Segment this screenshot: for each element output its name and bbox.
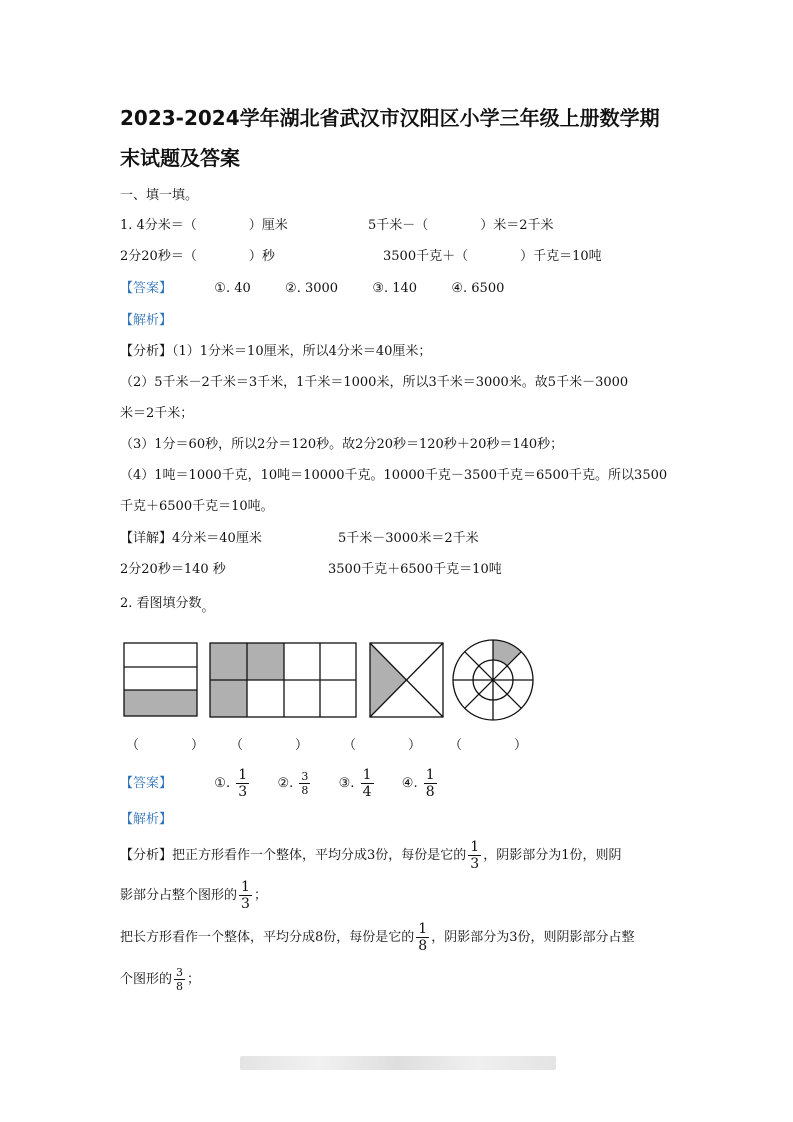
q2-analysis-2a: 影部分占整个图形的 xyxy=(120,888,238,903)
q2-answer-1-label: ①. xyxy=(214,776,231,791)
answer-tag: 【答案】 xyxy=(120,776,173,791)
q2-analysis-3b: ，阴影部分为3份，则阴影部分占整 xyxy=(431,930,635,945)
q1-analysis-4a: （4）1吨＝1000千克，10吨＝10000千克。10000千克－3500千克＝6500千克。所以3500 xyxy=(120,468,668,483)
q2-analysis-2b: ； xyxy=(253,888,267,903)
q1-row2-right: 3500千克＋（ ）千克＝10吨 xyxy=(383,249,602,264)
q1-analysis-2a: （2）5千米－2千米＝3千米，1千米＝1000米，所以3千米＝3000米。故5千米－3000 xyxy=(120,375,629,390)
detail-tag: 【详解】 xyxy=(120,531,173,546)
q2-answer-4-fraction: $\frac{1}{8}$ xyxy=(425,767,435,800)
q1-detail-1-text: 4分米＝40厘米 xyxy=(172,531,262,546)
q2-answer-2-fraction: $\frac{3}{8}$ xyxy=(301,770,309,797)
q1-answer-3: ③. 140 xyxy=(372,281,418,296)
q1-answer-4: ④. 6500 xyxy=(451,281,505,296)
figure-square-thirds xyxy=(124,643,197,716)
q2-analysis-1-fraction: $\frac{1}{3}$ xyxy=(470,839,480,872)
figure-square-quarters xyxy=(370,643,443,717)
q1-analysis-4b: 千克＋6500千克＝10吨。 xyxy=(120,499,274,514)
q2-analysis-1a: 把正方形看作一个整体，平均分成3份，每份是它的 xyxy=(172,848,467,863)
q1-detail-2-right: 3500千克＋6500千克＝10吨 xyxy=(328,562,502,577)
q2-blank-4[interactable]: （ ） xyxy=(449,738,528,753)
page-title-line2: 末试题及答案 xyxy=(120,146,240,170)
analysis-tag: 【解析】 xyxy=(120,313,173,328)
blurred-footer-watermark xyxy=(240,1056,556,1070)
figure-circle-eighths xyxy=(453,640,533,720)
figure-rectangle-eighths xyxy=(210,643,356,717)
q1-analysis-3: （3）1分＝60秒，所以2分＝120秒。故2分20秒＝120秒＋20秒＝140秒； xyxy=(120,437,564,452)
q2-answer-row xyxy=(120,764,439,804)
answer-tag: 【答案】 xyxy=(120,281,173,296)
q2-analysis-3-fraction: $\frac{1}{8}$ xyxy=(418,921,428,954)
q2-answer-2-label: ②. xyxy=(277,776,294,791)
q1-analysis-2b: 米＝2千米； xyxy=(120,406,194,421)
q2-analysis-1 xyxy=(120,836,622,876)
q1-row2-left: 2分20秒＝（ ）秒 xyxy=(120,249,275,264)
q2-answer-4-label: ④. xyxy=(401,776,418,791)
q2-title-text: 2. 看图填分数 xyxy=(120,596,202,611)
fenxi-tag: 【分析】 xyxy=(120,344,173,359)
q2-analysis-1b: ，阴影部分为1份，则阴 xyxy=(483,848,622,863)
q1-answer-2: ②. 3000 xyxy=(285,281,339,296)
q2-analysis-3a: 把长方形看作一个整体，平均分成8份，每份是它的 xyxy=(120,930,415,945)
q2-blank-3[interactable]: （ ） xyxy=(343,738,422,753)
q1-row1-right: 5千米－（ ）米＝2千米 xyxy=(368,218,554,233)
q2-title-dot: 。 xyxy=(201,600,215,615)
q1-detail-1-right: 5千米－3000米＝2千米 xyxy=(338,531,479,546)
q2-answer-1-fraction: $\frac{1}{3}$ xyxy=(238,767,248,800)
q1-answer-1: ①. 40 xyxy=(214,281,251,296)
q2-analysis-4 xyxy=(120,960,200,1000)
q2-analysis-4a: 个图形的 xyxy=(120,972,173,987)
page-title-line1: 2023-2024学年湖北省武汉市汉阳区小学三年级上册数学期 xyxy=(120,106,660,130)
q2-blank-1[interactable]: （ ） xyxy=(126,738,205,753)
q2-analysis-2 xyxy=(120,876,267,916)
q2-answer-3-label: ③. xyxy=(338,776,355,791)
q1-detail-2-left: 2分20秒＝140 秒 xyxy=(120,562,226,577)
q1-analysis-1-text: （1）1分米＝10厘米，所以4分米＝40厘米； xyxy=(172,344,432,359)
q2-blank-2[interactable]: （ ） xyxy=(230,738,309,753)
q2-analysis-2-fraction: $\frac{1}{3}$ xyxy=(241,879,250,912)
q1-row1-left: 1. 4分米＝（ ）厘米 xyxy=(120,218,288,233)
q2-answer-3-fraction: $\frac{1}{4}$ xyxy=(362,767,372,800)
q2-analysis-3 xyxy=(120,918,634,958)
q2-analysis-tag: 【解析】 xyxy=(120,812,173,827)
q2-fenxi-tag: 【分析】 xyxy=(120,848,173,863)
q2-analysis-4b: ； xyxy=(187,972,201,987)
section-heading: 一、填一填。 xyxy=(120,188,199,203)
q2-analysis-4-fraction: $\frac{3}{8}$ xyxy=(176,966,184,993)
